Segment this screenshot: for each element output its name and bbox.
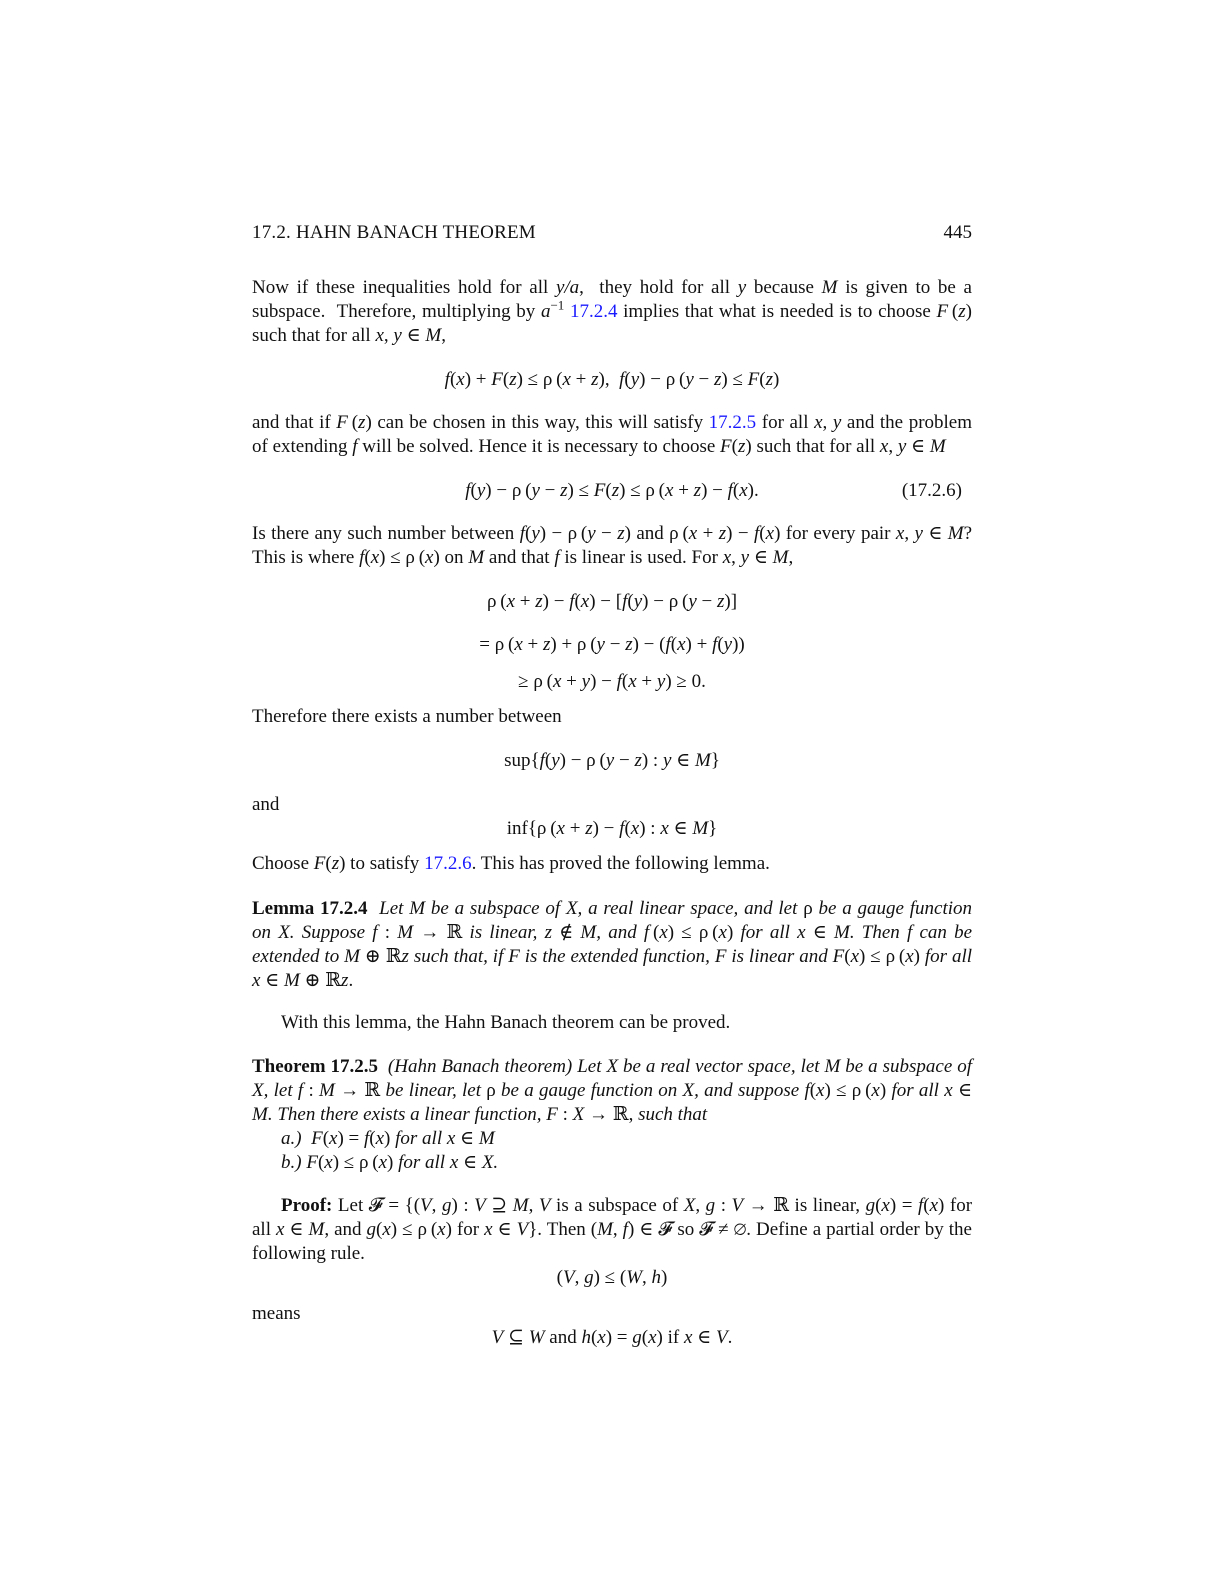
paragraph-question: Is there any such number between f(y) − ρ (y − z) and ρ (x + z) − f(x) for every pair x, y ∈ M? This is where f(x) ≤ ρ (x) on M and that f is linear is used. For x, y ∈ M, — [252, 523, 973, 568]
equation-diff-3: ≥ ρ (x + y) − f(x + y) ≥ 0. — [518, 671, 706, 692]
equation-sup: sup{f(y) − ρ (y − z) : y ∈ M} — [504, 750, 720, 771]
theorem-17-2-5: Theorem 17.2.5 (Hahn Banach theorem) Let X be a real vector space, let M be a subspace of X, let f : M → ℝ be linear, let ρ be a gauge function on X, and suppose f(x) ≤ ρ (x) for all x ∈ M. Then there exists a linear function, F : X → ℝ, such that a.) F(x) = f(x) for all x ∈ M b.) F(x) ≤ ρ (x) for all x ∈ X. — [252, 1056, 973, 1173]
equation-inf: inf{ρ (x + z) − f(x) : x ∈ M} — [506, 818, 718, 839]
proof-label: Proof: — [281, 1195, 333, 1216]
page-number: 445 — [943, 222, 972, 243]
paragraph-choose: Choose F(z) to satisfy 17.2.6. This has proved the following lemma. — [252, 853, 770, 874]
lemma-17-2-4: Lemma 17.2.4 Let M be a subspace of X, a real linear space, and let ρ be a gauge function on X. Suppose f : M → ℝ is linear, z ∉ M, and f (x) ≤ ρ (x) for all x ∈ M. Then f can be extended to M ⊕ ℝz such that, if F is the extended function, F is linear and F(x) ≤ ρ (x) for all x ∈ M ⊕ ℝz. — [252, 898, 973, 991]
ref-17-2-4[interactable]: 17.2.4 — [569, 301, 618, 322]
proof: Proof: Let 𝓕 = {(V, g) : V ⊇ M, V is a subspace of X, g : V → ℝ is linear, g(x) = f(x) for all x ∈ M, and g(x) ≤ ρ (x) for x ∈ V}. Then (M, f) ∈ 𝓕 so 𝓕 ≠ ∅. Define a partial order by the following rule. — [252, 1195, 973, 1264]
ref-17-2-6[interactable]: 17.2.6 — [424, 853, 472, 874]
ref-17-2-5[interactable]: 17.2.5 — [708, 412, 757, 433]
equation-17-2-6: f(y) − ρ (y − z) ≤ F(z) ≤ ρ (x + z) − f(x). (17.2.6) — [465, 480, 962, 501]
equation-diff-2: = ρ (x + z) + ρ (y − z) − (f(x) + f(y)) — [479, 634, 745, 655]
equation-partial-order: (V, g) ≤ (W, h) — [556, 1267, 668, 1288]
equation-number: (17.2.6) — [901, 480, 962, 501]
paragraph-with-lemma: With this lemma, the Hahn Banach theorem can be proved. — [281, 1012, 731, 1033]
equation-inequalities: f(x) + F(z) ≤ ρ (x + z), f(y) − ρ (y − z) ≤ F(z) — [444, 369, 780, 390]
paragraph-extension: and that if F (z) can be chosen in this way, this will satisfy 17.2.5 for all x, y and the problem of extending f will be solved. Hence it is necessary to choose F(z) such that for all x, y ∈ M — [252, 412, 973, 457]
equation-diff-1: ρ (x + z) − f(x) − [f(y) − ρ (y − z)] — [486, 591, 738, 612]
section-title: 17.2. HAHN BANACH THEOREM — [252, 222, 536, 243]
paragraph-and: and — [252, 794, 280, 815]
equation-means: V ⊆ W and h(x) = g(x) if x ∈ V. — [491, 1327, 733, 1348]
theorem-label: Theorem 17.2.5 — [252, 1056, 378, 1077]
paragraph-means: means — [252, 1303, 301, 1324]
lemma-label: Lemma 17.2.4 — [252, 898, 368, 919]
paragraph-intro: Now if these inequalities hold for all y/a, they hold for all y because M is given to be a subspace. Therefore, multiplying by $a^{-1}$ 17.2.4 implies that what is needed is to choose F (z) such that for all x, y ∈ M, — [252, 277, 972, 346]
paragraph-therefore: Therefore there exists a number between — [252, 706, 562, 727]
